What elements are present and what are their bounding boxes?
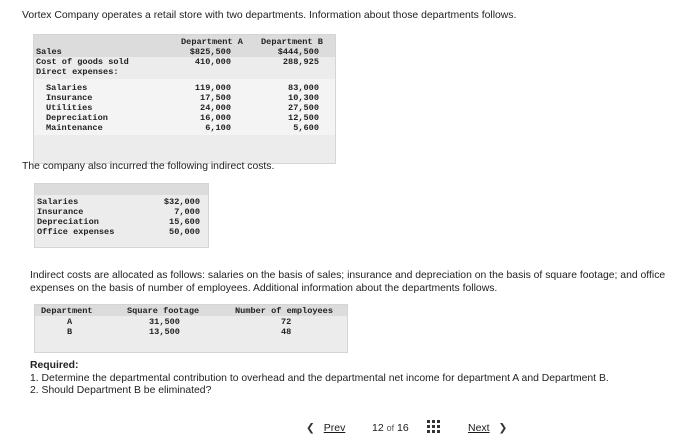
cell-square-footage: 31,500: [149, 317, 180, 327]
prev-button[interactable]: [306, 422, 345, 434]
table-row: [34, 113, 335, 123]
row-label: Direct expenses:: [36, 67, 119, 77]
cell-dept-b: 12,500: [288, 113, 319, 123]
cell-dept-a: 6,100: [205, 123, 231, 133]
cell-department: A: [67, 317, 73, 327]
department-info-table: [34, 304, 348, 353]
required-item-2: 2. Should Department B be eliminated?: [30, 385, 212, 396]
table-row: [34, 123, 335, 133]
page-indicator: [372, 422, 409, 434]
col-header-department: Department: [41, 306, 93, 316]
row-value: $32,000: [163, 197, 200, 207]
col-header-employees: Number of employees: [235, 306, 333, 316]
cell-dept-b: 83,000: [288, 83, 319, 93]
indirect-intro-text: The company also incurred the following indirect costs.: [22, 161, 275, 172]
cell-dept-b: $444,500: [277, 47, 319, 57]
table-row: [34, 67, 335, 77]
table-row: [34, 47, 335, 57]
cell-dept-b: 10,300: [288, 93, 319, 103]
required-item-1: 1. Determine the departmental contribution to overhead and the departmental net income for department A and Department B.: [30, 373, 609, 384]
row-label: Depreciation: [37, 217, 99, 227]
cell-dept-a: $825,500: [189, 47, 231, 57]
table-header: [35, 184, 208, 195]
row-label: Sales: [36, 47, 62, 57]
chevron-right-icon: ❯: [498, 422, 508, 434]
col-header-dept-b: Department B: [261, 37, 323, 47]
table-row: [34, 83, 335, 93]
pagination-bar: [0, 416, 700, 440]
cell-employees: 72: [281, 317, 292, 327]
cell-department: B: [67, 327, 73, 337]
page-current: 12: [372, 422, 384, 434]
col-header-dept-a: Department A: [181, 37, 243, 47]
cell-dept-a: 16,000: [200, 113, 231, 123]
grid-icon: [427, 420, 440, 433]
row-label: Insurance: [46, 93, 93, 103]
next-label: Next: [468, 422, 490, 434]
required-label: Required:: [30, 360, 79, 371]
cell-dept-b: 5,600: [293, 123, 319, 133]
row-label: Insurance: [37, 207, 84, 217]
cell-dept-a: 17,500: [200, 93, 231, 103]
direct-costs-table: [33, 34, 336, 164]
row-label: Cost of goods sold: [36, 57, 129, 67]
page-total: 16: [397, 422, 409, 434]
row-label: Salaries: [37, 197, 79, 207]
cell-dept-a: 24,000: [200, 103, 231, 113]
cell-employees: 48: [281, 327, 292, 337]
table-row: [34, 57, 335, 67]
cell-dept-a: 410,000: [194, 57, 231, 67]
page-of: of: [386, 423, 395, 433]
col-header-square-footage: Square footage: [127, 306, 200, 316]
next-button[interactable]: [468, 422, 507, 434]
prev-label: Prev: [323, 422, 346, 434]
cell-dept-b: 288,925: [282, 57, 319, 67]
cell-square-footage: 13,500: [149, 327, 180, 337]
row-label: Depreciation: [46, 113, 108, 123]
row-label: Salaries: [46, 83, 88, 93]
row-label: Utilities: [46, 103, 93, 113]
grid-menu-button[interactable]: [427, 420, 440, 436]
row-value: 15,600: [169, 217, 200, 227]
table-row: [34, 103, 335, 113]
chevron-left-icon: ❮: [306, 422, 315, 434]
row-value: 50,000: [169, 227, 200, 237]
row-label: Maintenance: [46, 123, 103, 133]
cell-dept-a: 119,000: [194, 83, 231, 93]
indirect-costs-table: [34, 183, 209, 248]
table-row: [34, 93, 335, 103]
row-value: 7,000: [174, 207, 200, 217]
cell-dept-b: 27,500: [288, 103, 319, 113]
allocation-text: Indirect costs are allocated as follows: salaries on the basis of sales; insurance and depreciation on the basis of square footage; and office expenses on the basis of number of employees. Additional information about the departments follows.: [30, 270, 666, 294]
intro-text: Vortex Company operates a retail store with two departments. Information about those departments follows.: [22, 10, 517, 21]
row-label: Office expenses: [37, 227, 115, 237]
